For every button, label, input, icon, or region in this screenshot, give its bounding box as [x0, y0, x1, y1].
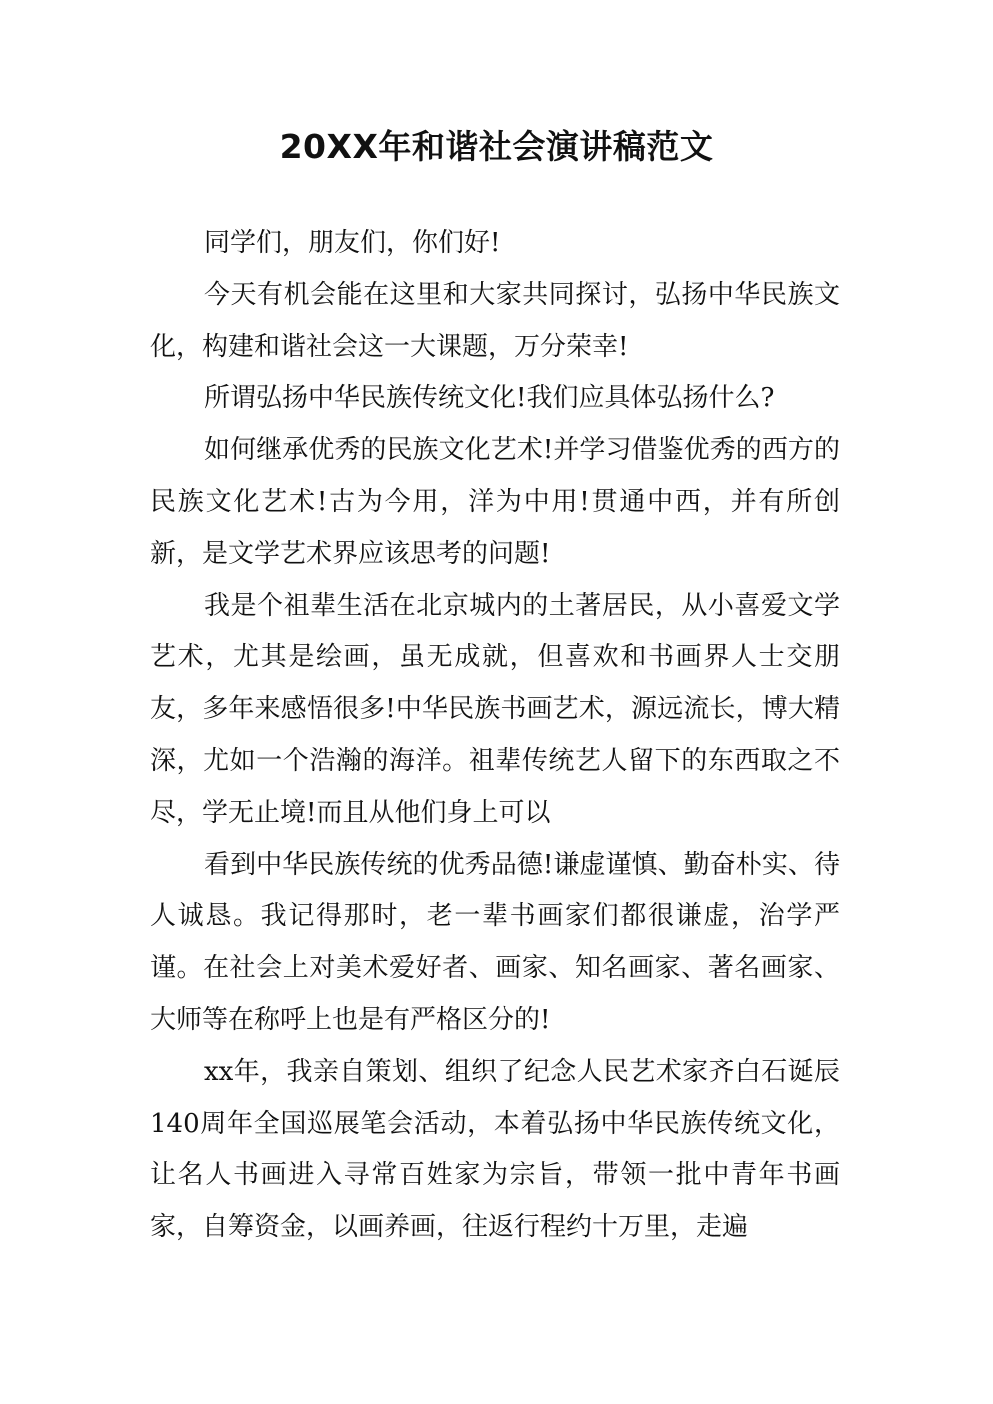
- paragraph-inheritance: 如何继承优秀的民族文化艺术!并学习借鉴优秀的西方的民族文化艺术!古为今用，洋为中用!贯通中西，并有所创新，是文学艺术界应该思考的问题!: [150, 435, 840, 569]
- paragraph-virtues: 看到中华民族传统的优秀品德!谦虚谨慎、勤奋朴实、待人诚恳。我记得那时，老一辈书画家们都很谦虚，治学严谨。在社会上对美术爱好者、画家、知名画家、著名画家、大师等在称呼上也是有严格区分的!: [150, 849, 840, 1035]
- paragraph-opening: 今天有机会能在这里和大家共同探讨，弘扬中华民族文化，构建和谐社会这一大课题，万分荣幸!: [150, 279, 840, 362]
- paragraph-exhibition: xx年，我亲自策划、组织了纪念人民艺术家齐白石诞辰140周年全国巡展笔会活动，本着弘扬中华民族传统文化，让名人书画进入寻常百姓家为宗旨，带领一批中青年书画家，自筹资金，以画养画，往返行程约十万里，走遍: [150, 1056, 840, 1243]
- document-body: [150, 218, 840, 1254]
- paragraph-personal: 我是个祖辈生活在北京城内的土著居民，从小喜爱文学艺术，尤其是绘画，虽无成就，但喜欢和书画界人士交朋友，多年来感悟很多!中华民族书画艺术，源远流长，博大精深，尤如一个浩瀚的海洋。祖辈传统艺人留下的东西取之不尽，学无止境!而且从他们身上可以: [150, 590, 840, 828]
- document-title: 20XX年和谐社会演讲稿范文: [279, 127, 714, 166]
- paragraph-question: 所谓弘扬中华民族传统文化!我们应具体弘扬什么?: [204, 383, 775, 414]
- paragraph-greeting: 同学们，朋友们，你们好!: [204, 228, 501, 258]
